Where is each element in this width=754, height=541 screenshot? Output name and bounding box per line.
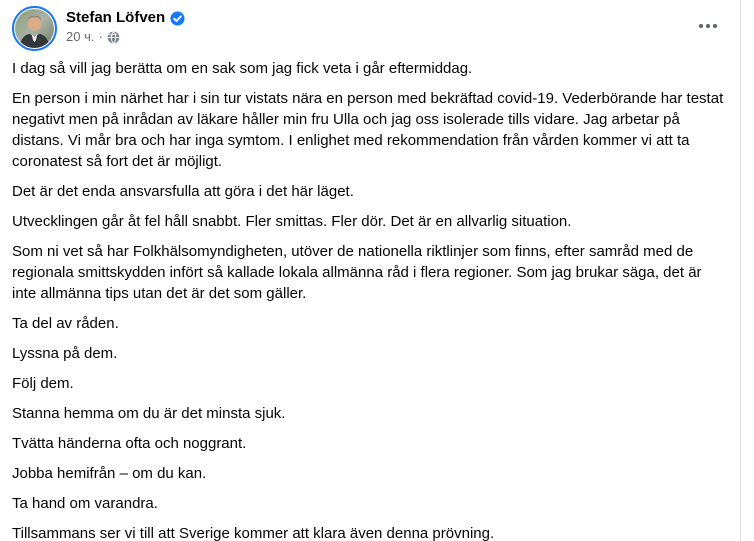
avatar-photo-icon bbox=[15, 9, 54, 48]
post-paragraph: En person i min närhet har i sin tur vistats nära en person med bekräftad covid-19. Vederbörande har testat negativt men på inrådan av läkare håller min fru Ulla och jag oss isolerade tills vidare. Jag arbetar på distans. Vi mår bra och har inga symtom. I enlighet med rekommendation från vården kommer vi att ta coronatest så fort det är möjligt. bbox=[12, 90, 724, 170]
post-paragraph: Tillsammans ser vi till att Sverige kommer att klara även denna prövning. bbox=[12, 525, 495, 541]
avatar[interactable] bbox=[12, 6, 57, 51]
post-paragraph: Tvätta händerna ofta och noggrant. bbox=[12, 435, 247, 452]
post-paragraph: I dag så vill jag berätta om en sak som jag fick veta i går eftermiddag. bbox=[12, 60, 473, 77]
meta-separator: · bbox=[98, 29, 103, 44]
post-paragraph: Ta del av råden. bbox=[12, 315, 119, 332]
post-paragraph: Det är det enda ansvarsfulla att göra i det här läget. bbox=[12, 183, 354, 200]
post-header-meta bbox=[66, 6, 692, 45]
post-paragraph: Som ni vet så har Folkhälsomyndigheten, utöver de nationella riktlinjer som finns, efter samråd med de regionala smittskydden infört så kallade lokala allmänna råd i flera regioner. Som jag brukar säga, det är inte allmänna tips utan det är det som gäller. bbox=[12, 243, 702, 302]
timestamp-link[interactable]: 20 ч. bbox=[66, 29, 95, 44]
post-paragraph: Lyssna på dem. bbox=[12, 345, 118, 362]
post-paragraph: Jobba hemifrån – om du kan. bbox=[12, 465, 207, 482]
dot bbox=[713, 24, 717, 28]
more-options-button[interactable] bbox=[692, 14, 724, 38]
post-paragraph: Ta hand om varandra. bbox=[12, 495, 158, 512]
public-globe-icon bbox=[107, 31, 120, 44]
dot bbox=[706, 24, 710, 28]
post-paragraph: Följ dem. bbox=[12, 375, 74, 392]
dot bbox=[699, 24, 703, 28]
post-header bbox=[0, 0, 740, 52]
post-meta-row bbox=[66, 29, 692, 45]
author-name-link[interactable]: Stefan Löfven bbox=[66, 9, 166, 26]
verified-badge-icon bbox=[170, 11, 185, 26]
post-paragraph: Utvecklingen går åt fel håll snabbt. Fler smittas. Fler dör. Det är en allvarlig situation. bbox=[12, 213, 572, 230]
post-body bbox=[0, 52, 740, 541]
author-row bbox=[66, 8, 692, 27]
post-paragraph: Stanna hemma om du är det minsta sjuk. bbox=[12, 405, 286, 422]
